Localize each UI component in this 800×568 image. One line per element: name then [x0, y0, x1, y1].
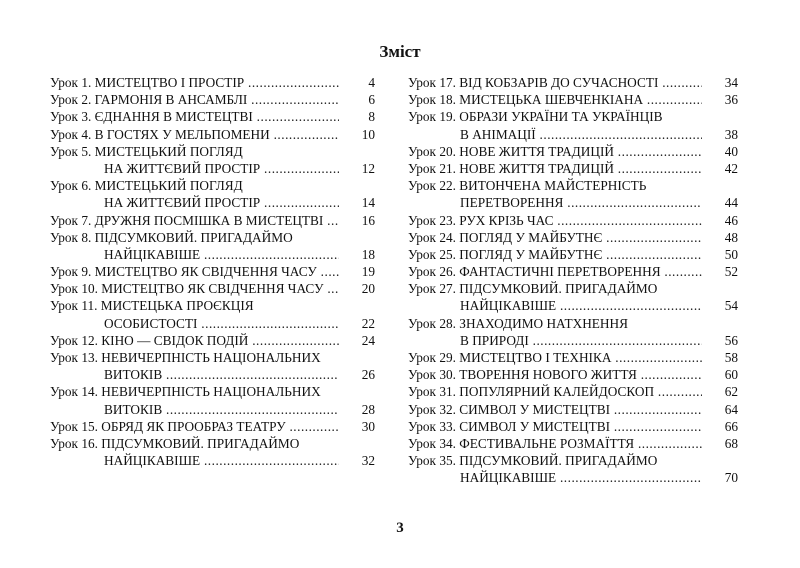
lesson-title: РУХ КРІЗЬ ЧАС	[459, 212, 554, 228]
lesson-title: КІНО — СВІДОК ПОДІЙ	[101, 332, 249, 348]
toc-entry	[50, 297, 375, 331]
page-ref: 24	[361, 332, 375, 348]
page-ref: 19	[361, 264, 375, 280]
lesson-label: Урок 34.	[408, 436, 456, 451]
lesson-label: Урок 23.	[408, 212, 456, 228]
toc-entry	[50, 332, 375, 349]
page-ref: 38	[724, 126, 738, 142]
lesson-title: ОБРАЗИ УКРАЇНИ ТА УКРАЇНЦІВ	[459, 109, 663, 125]
page-ref: 44	[724, 195, 738, 211]
lesson-title: ПОГЛЯД У МАЙБУТНЄ	[459, 229, 603, 245]
toc-entry	[408, 160, 738, 177]
lesson-label: Урок 2.	[50, 92, 92, 108]
lesson-title: НОВЕ ЖИТТЯ ТРАДИЦІЙ	[459, 143, 614, 159]
toc-entry	[408, 263, 738, 280]
lesson-title: ОБРЯД ЯК ПРООБРАЗ ТЕАТРУ	[101, 418, 286, 434]
lesson-title: МИСТЕЦТВО ЯК СВІДЧЕННЯ ЧАСУ	[94, 264, 317, 280]
lesson-label: Урок 13.	[50, 350, 98, 366]
lesson-title: ФАНТАСТИЧНІ ПЕРЕТВОРЕННЯ	[459, 264, 661, 280]
lesson-title-continued: НАЙЦІКАВІШЕ	[460, 470, 557, 486]
lesson-title: ТВОРЕННЯ НОВОГО ЖИТТЯ	[459, 367, 637, 383]
lesson-title-continued: В ПРИРОДІ	[460, 332, 529, 348]
page-ref: 64	[724, 401, 738, 417]
toc-entry	[50, 263, 375, 280]
lesson-label: Урок 35.	[408, 453, 456, 469]
lesson-label: Урок 5.	[50, 143, 92, 159]
lesson-label: Урок 28.	[408, 315, 456, 331]
lesson-label: Урок 6.	[50, 178, 92, 194]
lesson-label: Урок 4.	[50, 126, 92, 142]
page-ref: 30	[361, 418, 375, 434]
lesson-title: НОВЕ ЖИТТЯ ТРАДИЦІЙ	[459, 160, 614, 176]
lesson-title-continued: НАЙЦІКАВІШЕ	[104, 246, 201, 262]
page-ref: 60	[724, 367, 738, 383]
toc-entry	[50, 212, 375, 229]
page-ref: 10	[361, 126, 375, 142]
page-ref: 56	[724, 332, 738, 348]
toc-entry	[408, 229, 738, 246]
lesson-label: Урок 22.	[408, 178, 456, 194]
page-ref: 28	[361, 401, 375, 417]
lesson-title-continued: НА ЖИТТЄВИЙ ПРОСТІР	[104, 160, 261, 176]
toc-entry	[50, 143, 375, 177]
lesson-title: МИСТЕЦЬКИЙ ПОГЛЯД	[94, 178, 243, 194]
lesson-title: ВИТОНЧЕНА МАЙСТЕРНІСТЬ	[459, 178, 647, 194]
lesson-title: ЄДНАННЯ В МИСТЕЦТВІ	[94, 109, 253, 125]
lesson-label: Урок 8.	[50, 229, 92, 245]
page-ref: 46	[724, 212, 738, 228]
toc-entry	[408, 452, 738, 486]
toc-entry	[408, 366, 738, 383]
lesson-title: МИСТЕЦЬКА ШЕВЧЕНКІАНА	[459, 92, 644, 108]
page-ref: 62	[724, 384, 738, 400]
lesson-title: МИСТЕЦЬКА ПРОЄКЦІЯ	[100, 298, 254, 314]
page-ref: 34	[724, 75, 738, 90]
lesson-label: Урок 30.	[408, 367, 456, 383]
page-ref: 22	[361, 315, 375, 331]
toc-entry	[408, 401, 738, 418]
lesson-label: Урок 21.	[408, 160, 456, 176]
toc-entry	[408, 108, 738, 142]
toc-entry	[408, 74, 738, 91]
lesson-label: Урок 32.	[408, 401, 456, 417]
lesson-label: Урок 25.	[408, 246, 456, 262]
lesson-title: ГАРМОНІЯ В АНСАМБЛІ	[94, 92, 248, 108]
lesson-label: Урок 15.	[50, 418, 98, 434]
toc-entry	[408, 246, 738, 263]
toc-entry	[50, 280, 375, 297]
lesson-label: Урок 18.	[408, 92, 456, 108]
page-ref: 14	[361, 195, 375, 211]
toc-entry	[50, 91, 375, 108]
page-ref: 16	[361, 212, 375, 228]
toc-entry	[50, 435, 375, 469]
page-ref: 32	[361, 453, 375, 469]
toc-entry	[50, 177, 375, 211]
toc-entry	[50, 229, 375, 263]
lesson-title: В ГОСТЯХ У МЕЛЬПОМЕНИ	[94, 126, 270, 142]
toc-right-column	[408, 74, 738, 487]
lesson-label: Урок 14.	[50, 384, 98, 400]
lesson-label: Урок 20.	[408, 143, 456, 159]
lesson-title-continued: ОСОБИСТОСТІ	[104, 315, 198, 331]
toc-entry	[50, 74, 375, 91]
lesson-label: Урок 19.	[408, 109, 456, 125]
toc-entry	[408, 177, 738, 211]
lesson-title-continued: НАЙЦІКАВІШЕ	[104, 453, 201, 469]
lesson-title: НЕВИЧЕРПНІСТЬ НАЦІОНАЛЬНИХ	[101, 384, 321, 400]
page-ref: 26	[361, 367, 375, 383]
toc-entry	[408, 280, 738, 314]
toc-entry	[408, 418, 738, 435]
toc-entry	[408, 435, 738, 452]
page-ref: 50	[724, 246, 738, 262]
toc-entry	[408, 349, 738, 366]
lesson-label: Урок 27.	[408, 281, 456, 297]
page-ref: 12	[361, 160, 375, 176]
lesson-title-continued: НА ЖИТТЄВИЙ ПРОСТІР	[104, 195, 261, 211]
page-ref: 40	[724, 143, 738, 159]
toc-entry	[408, 91, 738, 108]
lesson-title: МИСТЕЦЬКИЙ ПОГЛЯД	[94, 143, 243, 159]
lesson-label: Урок 10.	[50, 281, 98, 297]
lesson-title-continued: ПЕРЕТВОРЕННЯ	[460, 195, 564, 211]
page-ref: 58	[724, 350, 738, 366]
page-ref: 66	[724, 418, 738, 434]
lesson-label: Урок 11.	[50, 298, 98, 314]
page-ref: 6	[368, 92, 375, 108]
lesson-title: ПОГЛЯД У МАЙБУТНЄ	[459, 246, 603, 262]
page-ref: 68	[724, 436, 738, 451]
toc-entry	[50, 349, 375, 383]
toc-entry	[50, 383, 375, 417]
lesson-title: НЕВИЧЕРПНІСТЬ НАЦІОНАЛЬНИХ	[101, 350, 321, 366]
lesson-title: ПІДСУМКОВИЙ. ПРИГАДАЙМО	[101, 436, 300, 452]
page-ref: 8	[368, 109, 375, 125]
lesson-title: ВІД КОБЗАРІВ ДО СУЧАСНОСТІ	[459, 75, 659, 90]
lesson-title-continued: ВИТОКІВ	[104, 367, 163, 383]
toc-entry	[50, 126, 375, 143]
lesson-title: МИСТЕЦТВО ЯК СВІДЧЕННЯ ЧАСУ	[101, 281, 324, 297]
lesson-label: Урок 7.	[50, 212, 92, 228]
toc-entry	[408, 315, 738, 349]
lesson-label: Урок 24.	[408, 229, 456, 245]
lesson-label: Урок 1.	[50, 75, 92, 90]
page-ref: 52	[724, 264, 738, 280]
lesson-label: Урок 31.	[408, 384, 456, 400]
toc-entry	[408, 143, 738, 160]
lesson-title: ПІДСУМКОВИЙ. ПРИГАДАЙМО	[94, 229, 293, 245]
page-ref: 54	[724, 298, 738, 314]
lesson-label: Урок 9.	[50, 264, 92, 280]
lesson-title: СИМВОЛ У МИСТЕЦТВІ	[459, 418, 611, 434]
page-number: 3	[396, 520, 404, 536]
lesson-title: ДРУЖНЯ ПОСМІШКА В МИСТЕЦТВІ	[94, 212, 324, 228]
lesson-label: Урок 26.	[408, 264, 456, 280]
lesson-label: Урок 29.	[408, 350, 456, 366]
page-ref: 4	[368, 75, 375, 90]
page-ref: 18	[361, 246, 375, 262]
lesson-title: МИСТЕЦТВО І ТЕХНІКА	[459, 350, 612, 366]
lesson-title-continued: НАЙЦІКАВІШЕ	[460, 298, 557, 314]
lesson-title: ФЕСТИВАЛЬНЕ РОЗМАЇТТЯ	[459, 436, 635, 451]
lesson-label: Урок 12.	[50, 332, 98, 348]
toc-entry	[408, 212, 738, 229]
lesson-label: Урок 3.	[50, 109, 92, 125]
page-title: Зміст	[379, 42, 421, 61]
lesson-label: Урок 16.	[50, 436, 98, 452]
page-ref: 70	[724, 470, 738, 486]
toc-left-column	[50, 74, 375, 469]
lesson-title: МИСТЕЦТВО І ПРОСТІР	[94, 75, 245, 90]
lesson-title: ПОПУЛЯРНИЙ КАЛЕЙДОСКОП	[459, 384, 655, 400]
page-ref: 20	[361, 281, 375, 297]
toc-entry	[50, 108, 375, 125]
page-ref: 42	[724, 160, 738, 176]
lesson-title: ПІДСУМКОВИЙ. ПРИГАДАЙМО	[459, 453, 658, 469]
lesson-label: Урок 33.	[408, 418, 456, 434]
page-ref: 48	[724, 229, 738, 245]
lesson-label: Урок 17.	[408, 75, 456, 90]
lesson-title: ПІДСУМКОВИЙ. ПРИГАДАЙМО	[459, 281, 658, 297]
toc-entry	[408, 383, 738, 400]
page-ref: 36	[724, 92, 738, 108]
lesson-title-continued: ВИТОКІВ	[104, 401, 163, 417]
toc-entry	[50, 418, 375, 435]
lesson-title: ЗНАХОДИМО НАТХНЕННЯ	[459, 315, 628, 331]
lesson-title: СИМВОЛ У МИСТЕЦТВІ	[459, 401, 611, 417]
lesson-title-continued: В АНІМАЦІЇ	[460, 126, 536, 142]
